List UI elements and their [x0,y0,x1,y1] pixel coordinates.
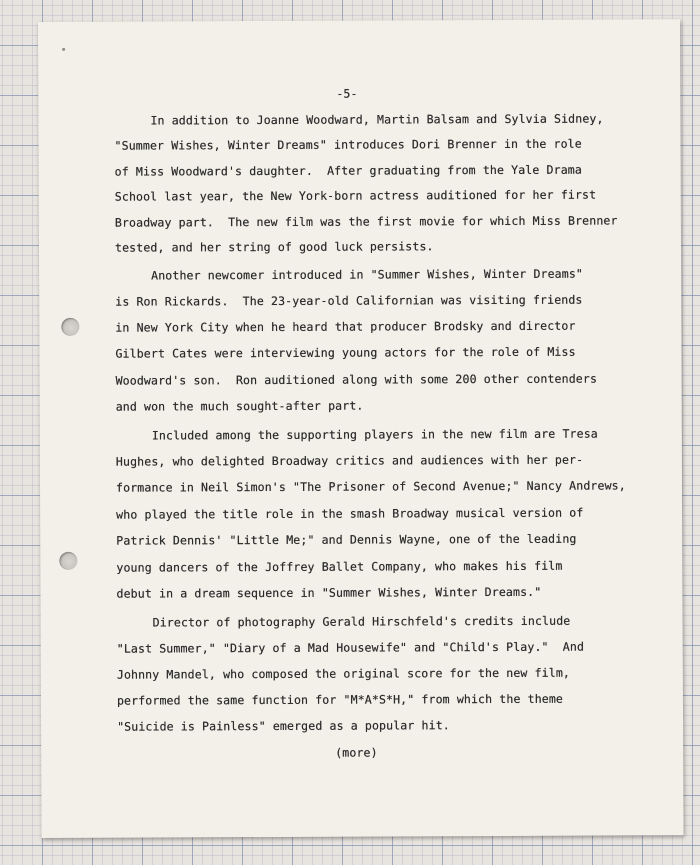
paragraph-4-line-4: performed the same function for "M*A*S*H," from which the theme [116,691,564,708]
paragraph-1-line-5: Broadway part. The new film was the first movie for which Miss Brenner [114,213,618,230]
paragraph-2-line-2: is Ron Rickards. The 23-year-old Californian was visiting friends [115,292,583,309]
paragraph-1-line-2: "Summer Wishes, Winter Dreams" introduces Dori Brenner in the role [114,136,582,153]
document-page [38,19,684,838]
paragraph-4-line-1: Director of photography Gerald Hirschfeld's credits include [152,613,571,630]
paragraph-2-line-5: Woodward's son. Ron auditioned along with some 200 other contenders [115,371,598,388]
paragraph-1-line-1: In addition to Joanne Woodward, Martin Balsam and Sylvia Sidney, [150,111,604,128]
paragraph-3-line-2: Hughes, who delighted Broadway critics and audiences with her per- [115,452,584,469]
punch-hole-top [61,318,79,336]
paragraph-3-line-4: who played the title role in the smash Broadway musical version of [116,505,584,522]
paragraph-4-line-5: "Suicide is Painless" emerged as a popular hit. [117,718,450,734]
paragraph-3-line-1: Included among the supporting players in the new film are Tresa [151,426,598,443]
paragraph-3-line-7: debut in a dream sequence in "Summer Wishes, Winter Dreams." [116,584,542,601]
paragraph-2-line-6: and won the much sought-after part. [115,398,364,414]
page-number: -5- [336,86,358,101]
continuation-marker: (more) [335,745,378,760]
paragraph-1-line-6: tested, and her string of good luck persists. [114,239,434,255]
paragraph-3-line-3: formance in Neil Simon's "The Prisoner of Second Avenue;" Nancy Andrews, [116,478,626,495]
paragraph-4-line-2: "Last Summer," "Diary of a Mad Housewife" and "Child's Play." And [116,639,585,656]
paragraph-4-line-3: Johnny Mandel, who composed the original score for the new film, [116,665,570,682]
paper-speck [62,48,65,51]
punch-hole-bottom [59,552,77,570]
paragraph-3-line-5: Patrick Dennis' "Little Me;" and Dennis Wayne, one of the leading [116,531,577,548]
paragraph-3-line-6: young dancers of the Joffrey Ballet Company, who makes his film [116,558,563,575]
paragraph-2-line-4: Gilbert Cates were interviewing young actors for the role of Miss [115,344,576,361]
paragraph-1-line-4: School last year, the New York-born actress auditioned for her first [114,187,597,204]
paragraph-2-line-3: in New York City when he heard that producer Brodsky and director [115,318,576,335]
paragraph-2-line-1: Another newcomer introduced in "Summer Wishes, Winter Dreams" [151,266,584,283]
paragraph-1-line-3: of Miss Woodward's daughter. After graduating from the Yale Drama [114,162,582,179]
